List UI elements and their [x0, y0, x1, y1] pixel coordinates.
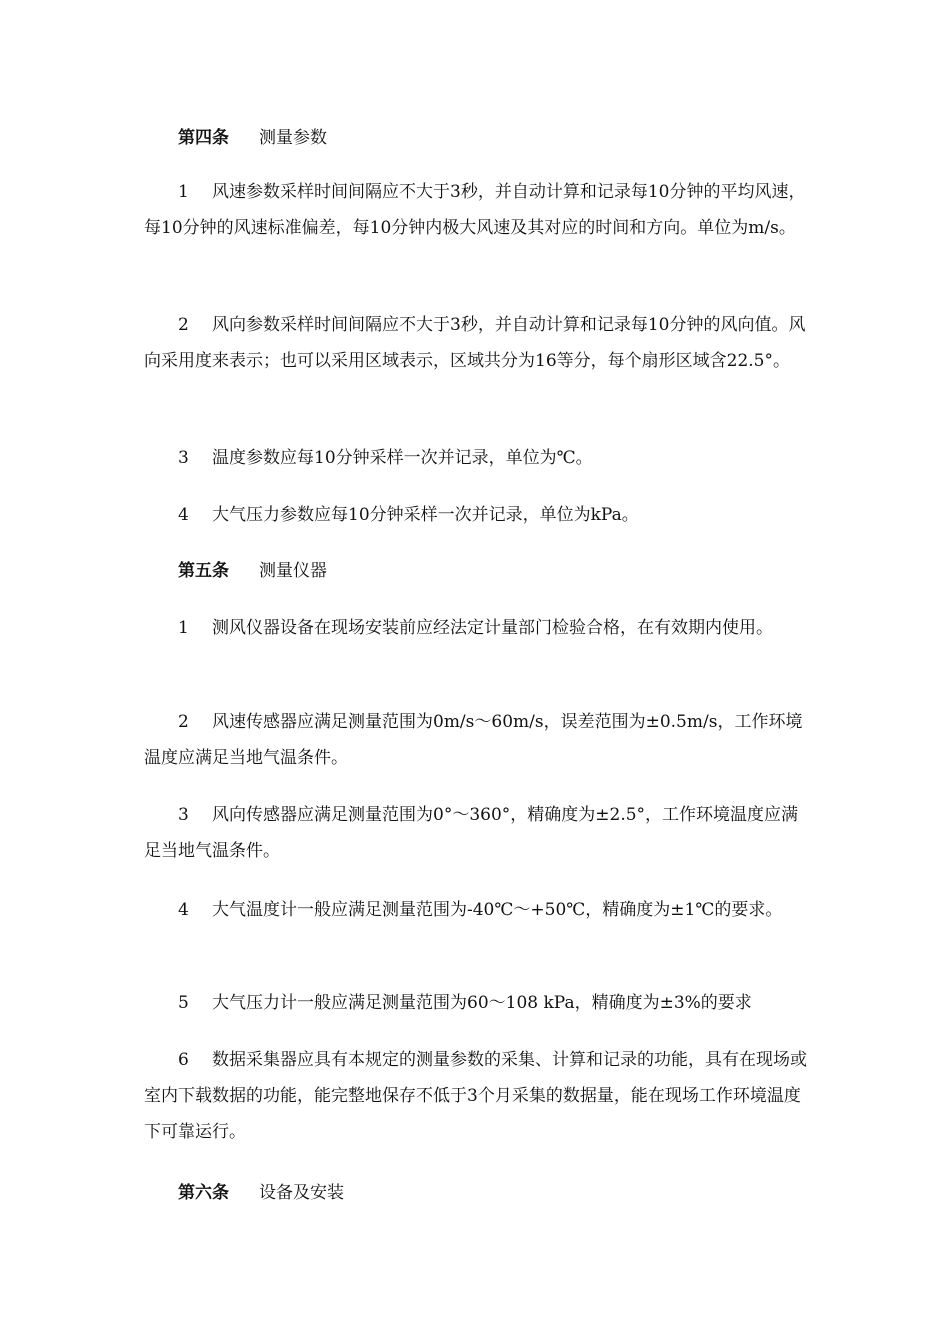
- paragraph-4-3: [144, 440, 808, 476]
- item-number: 2: [178, 315, 189, 335]
- item-number: 3: [178, 805, 189, 825]
- paragraph-4-4: [144, 497, 808, 533]
- item-text: 大气温度计一般应满足测量范围为-40℃～+50℃，精确度为±1℃的要求。: [212, 900, 783, 920]
- item-number: 3: [178, 448, 189, 468]
- item-number: 5: [178, 993, 189, 1013]
- item-text: 风向传感器应满足测量范围为0°～360°，精确度为±2.5°，工作环境温度应满足当地气温条件。: [144, 805, 799, 861]
- paragraph-5-2: [144, 704, 808, 776]
- item-number: 1: [178, 618, 189, 638]
- section-heading-5: [178, 553, 327, 589]
- paragraph-4-2: [144, 307, 808, 379]
- item-text: 大气压力计一般应满足测量范围为60～108 kPa，精确度为±3%的要求: [212, 993, 752, 1013]
- item-number: 6: [178, 1050, 189, 1070]
- paragraph-5-1: [144, 610, 808, 646]
- item-number: 4: [178, 505, 189, 525]
- article-number: 第五条: [178, 561, 229, 581]
- article-number: 第四条: [178, 128, 229, 148]
- paragraph-5-4: [144, 892, 808, 928]
- item-text: 风速传感器应满足测量范围为0m/s～60m/s，误差范围为±0.5m/s，工作环境温度应满足当地气温条件。: [144, 712, 803, 768]
- item-text: 大气压力参数应每10分钟采样一次并记录，单位为kPa。: [212, 505, 639, 525]
- section-heading-4: [178, 120, 327, 156]
- article-title: 测量参数: [259, 128, 327, 148]
- paragraph-5-5: [144, 985, 808, 1021]
- paragraph-5-3: [144, 797, 808, 869]
- item-number: 1: [178, 182, 189, 202]
- article-title: 测量仪器: [259, 561, 327, 581]
- item-text: 测风仪器设备在现场安装前应经法定计量部门检验合格，在有效期内使用。: [212, 618, 773, 638]
- article-title: 设备及安装: [259, 1183, 344, 1203]
- article-number: 第六条: [178, 1183, 229, 1203]
- item-number: 2: [178, 712, 189, 732]
- item-text: 温度参数应每10分钟采样一次并记录，单位为℃。: [212, 448, 593, 468]
- item-text: 风速参数采样时间间隔应不大于3秒，并自动计算和记录每10分钟的平均风速，每10分钟的风速标准偏差，每10分钟内极大风速及其对应的时间和方向。单位为m/s。: [144, 182, 806, 238]
- item-text: 数据采集器应具有本规定的测量参数的采集、计算和记录的功能，具有在现场或室内下载数据的功能，能完整地保存不低于3个月采集的数据量，能在现场工作环境温度下可靠运行。: [144, 1050, 807, 1142]
- item-number: 4: [178, 900, 189, 920]
- section-heading-6: [178, 1175, 344, 1211]
- item-text: 风向参数采样时间间隔应不大于3秒，并自动计算和记录每10分钟的风向值。风向采用度来表示；也可以采用区域表示，区域共分为16等分，每个扇形区域含22.5°。: [144, 315, 806, 371]
- paragraph-5-6: [144, 1042, 808, 1150]
- paragraph-4-1: [144, 174, 808, 246]
